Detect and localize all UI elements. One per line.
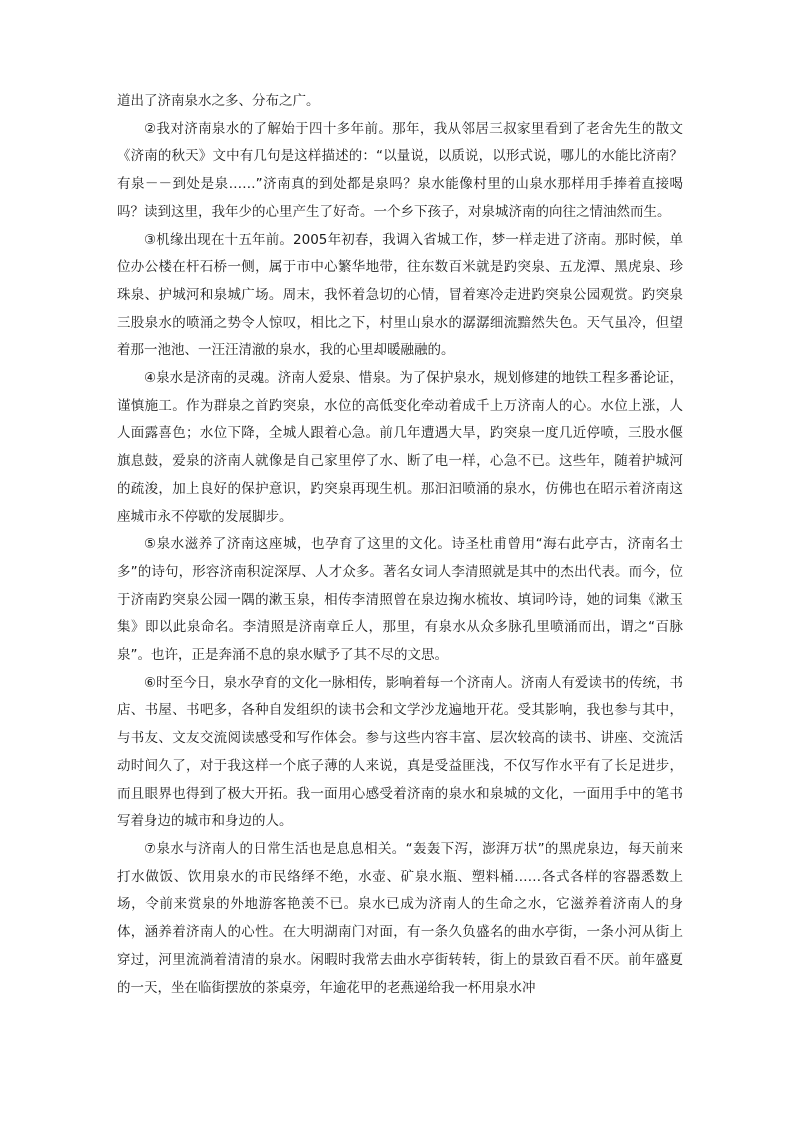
paragraph-5: ⑤泉水滋养了济南这座城，也孕育了这里的文化。诗圣杜甫曾用“海右此亭古，济南名士多”的诗句，形容济南积淀深厚、人才众多。著名女词人李清照就是其中的杰出代表。而今，位于济南趵突泉公园一隅的漱玉泉，相传李清照曾在泉边掬水梳妆、填词吟诗，她的词集《漱玉集》即以此泉命名。李清照是济南章丘人，那里，有泉水从众多脉孔里喷涌而出，谓之“百脉泉”。也许，正是奔涌不息的泉水赋予了其不尽的文思。 xyxy=(117,536,683,664)
paragraph-4: ④泉水是济南的灵魂。济南人爱泉、惜泉。为了保护泉水，规划修建的地铁工程多番论证，谨慎施工。作为群泉之首趵突泉，水位的高低变化牵动着成千上万济南人的心。水位上涨，人人面露喜色；水位下降，全城人跟着心急。前几年遭遇大旱，趵突泉一度几近停喷，三股水偃旗息鼓，爱泉的济南人就像是自己家里停了水、断了电一样，心急不已。这些年，随着护城河的疏浚，加上良好的保护意识，趵突泉再现生机。那汩汩喷涌的泉水，仿佛也在昭示着济南这座城市永不停歇的发展脚步。 xyxy=(117,370,683,525)
paragraph-1: 道出了济南泉水之多、分布之广。 xyxy=(117,93,320,109)
article-body xyxy=(117,88,683,1002)
paragraph-3: ③机缘出现在十五年前。2005年初春，我调入省城工作，梦一样走进了济南。那时候，单位办公楼在杆石桥一侧，属于市中心繁华地带，往东数百米就是趵突泉、五龙潭、黑虎泉、珍珠泉、护城河和泉城广场。周末，我怀着急切的心情，冒着寒冷走进趵突泉公园观赏。趵突泉三股泉水的喷涌之势令人惊叹，相比之下，村里山泉水的潺潺细流黯然失色。天气虽冷，但望着那一池池、一汪汪清澈的泉水，我的心里却暖融融的。 xyxy=(117,231,683,359)
paragraph-2: ②我对济南泉水的了解始于四十多年前。那年，我从邻居三叔家里看到了老舍先生的散文《济南的秋天》文中有几句是这样描述的：“以量说，以质说，以形式说，哪儿的水能比济南？有泉－－到处是泉……”济南真的到处都是泉吗？泉水能像村里的山泉水那样用手捧着直接喝吗？读到这里，我年少的心里产生了好奇。一个乡下孩子，对泉城济南的向往之情油然而生。 xyxy=(117,120,683,220)
paragraph-6: ⑥时至今日，泉水孕育的文化一脉相传，影响着每一个济南人。济南人有爱读书的传统，书店、书屋、书吧多，各种自发组织的读书会和文学沙龙遍地开花。受其影响，我也参与其中，与书友、文友交流阅读感受和写作体会。参与这些内容丰富、层次较高的读书、讲座、交流活动时间久了，对于我这样一个底子薄的人来说，真是受益匪浅，不仅写作水平有了长足进步，而且眼界也得到了极大开拓。我一面用心感受着济南的泉水和泉城的文化，一面用手中的笔书写着身边的城市和身边的人。 xyxy=(117,674,683,830)
paragraph-7: ⑦泉水与济南人的日常生活也是息息相关。“轰轰下泻，澎湃万状”的黑虎泉边，每天前来打水做饭、饮用泉水的市民络绎不绝，水壶、矿泉水瓶、塑料桶……各式各样的容器悉数上场，令前来赏泉的外地游客艳羡不已。泉水已成为济南人的生命之水，它滋养着济南人的身体，涵养着济南人的心性。在大明湖南门对面，有一条久负盛名的曲水亭街，一条小河从街上穿过，河里流淌着清清的泉水。闲暇时我常去曲水亭街转转，街上的景致百看不厌。前年盛夏的一天，坐在临街摆放的茶桌旁，年逾花甲的老燕递给我一杯用泉水冲 xyxy=(117,840,683,996)
